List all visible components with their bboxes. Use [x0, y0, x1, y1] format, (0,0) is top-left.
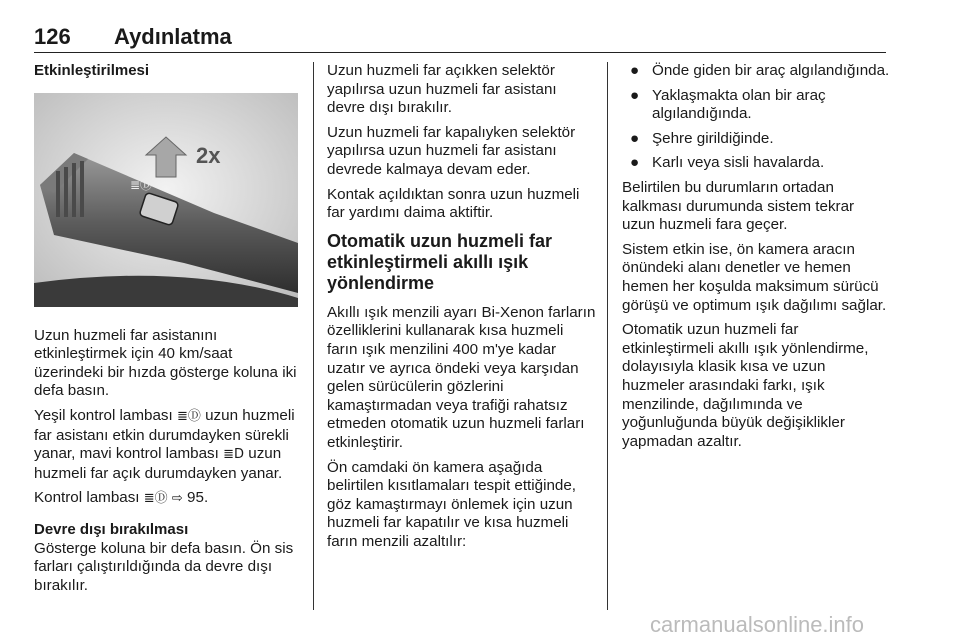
- bullet-icon: ●: [630, 62, 640, 79]
- section-heading: Otomatik uzun huzmeli far etkinleştirmeli akıllı ışık yönlendirme: [327, 230, 553, 293]
- bullet-icon: ●: [630, 86, 640, 104]
- paragraph: Ön camdaki ön kamera aşağıda belirtilen kısıtlamaları tespit ettiğinde, göz kamaştırmayı önlemek için uzun huzmeli far kapatılır ve kısa huzmeli farın menzili azaltılır:: [327, 458, 577, 550]
- page-header: [34, 18, 886, 53]
- watermark: carmanualsonline.info: [650, 612, 865, 637]
- paragraph: Yeşil kontrol lambası ≣Ⓓ uzun huzmeli far asistanı etkin durumdayken sürekli yanar, mavi kontrol lambası ≣D uzun huzmeli far açık durumdayken yanar.: [34, 406, 295, 482]
- column-left: [34, 62, 300, 601]
- paragraph: Gösterge koluna bir defa basın. Ön sis farları çalıştırıldığında da devre dışı bırakılır.: [34, 539, 294, 594]
- list-item: ● Şehre girildiğinde.: [630, 129, 774, 147]
- high-beam-assist-icon: ≣Ⓓ: [143, 491, 168, 507]
- svg-text:≣Ⓓ: ≣Ⓓ: [130, 177, 153, 192]
- paragraph: Sistem etkin ise, ön kamera aracın önündeki alanı denetler ve hemen hemen her koşulda maksimum sürücü görüşü ve optimum ışık dağılımı sağlar.: [622, 240, 887, 314]
- list-item: ● Önde giden bir araç algılandığında.: [630, 62, 890, 79]
- bullet-icon: ●: [630, 154, 640, 172]
- page-number: 126: [34, 24, 71, 49]
- section-title-activation: Etkinleştirilmesi: [34, 62, 150, 79]
- list-item: ● Karlı veya sisli havalarda.: [630, 154, 825, 172]
- paragraph: Uzun huzmeli far asistanını etkinleştirmek için 40 km/saat üzerindeki bir hızda gösterge koluna iki defa basın.: [34, 326, 297, 400]
- page-title: Aydınlatma: [114, 24, 232, 49]
- paragraph: Kontrol lambası ≣Ⓓ ⇨ 95.: [34, 489, 209, 507]
- condition-list: [622, 62, 890, 173]
- column-right: [622, 62, 890, 457]
- section-title-deactivation: Devre dışı bırakılması: [34, 520, 189, 538]
- paragraph: Otomatik uzun huzmeli far etkinleştirmeli akıllı ışık yönlendirme, dolayısıyla klasik kısa ve uzun huzmeler arasındaki farkı, ışık menzilinde, dağılımında ve yoğunluğunda büyük değişiklikler yapmadan azaltır.: [622, 321, 869, 450]
- list-item: ● Yaklaşmakta olan bir araç algılandığında.: [630, 86, 826, 123]
- high-beam-icon: ≣D: [223, 447, 245, 463]
- paragraph: Uzun huzmeli far açıkken selektör yapılırsa uzun huzmeli far asistanı devre dışı bırakılır.: [327, 62, 557, 117]
- paragraph: Belirtilen bu durumların ortadan kalkması durumunda sistem tekrar uzun huzmeli fara geçer.: [622, 178, 855, 234]
- press-twice-label: 2x: [196, 142, 221, 168]
- high-beam-assist-icon: ≣Ⓓ: [176, 408, 201, 424]
- paragraph: Uzun huzmeli far kapalıyken selektör yapılırsa uzun huzmeli far asistanı devrede kalmaya devam eder.: [327, 123, 576, 178]
- column-divider: [313, 62, 314, 610]
- column-middle: [327, 62, 597, 557]
- paragraph: Akıllı ışık menzili ayarı Bi-Xenon farların özelliklerini kullanarak kısa huzmeli farın ışık menzilini 400 m'ye kadar uzatır ve ayrıca öndeki veya karşıdan gelen sürücülerin gözlerini kamaştırmadan veya trafiği rahatsız etmeden otomatik uzun huzmeli farları etkinleştirir.: [327, 303, 596, 451]
- stalk-illustration: [34, 93, 298, 307]
- indicator-stalk-image: [34, 93, 298, 307]
- paragraph: Kontak açıldıktan sonra uzun huzmeli far yardımı daima aktiftir.: [327, 185, 580, 222]
- column-divider: [607, 62, 608, 610]
- bullet-icon: ●: [630, 129, 640, 147]
- page-reference-arrow-icon: ⇨: [171, 491, 183, 507]
